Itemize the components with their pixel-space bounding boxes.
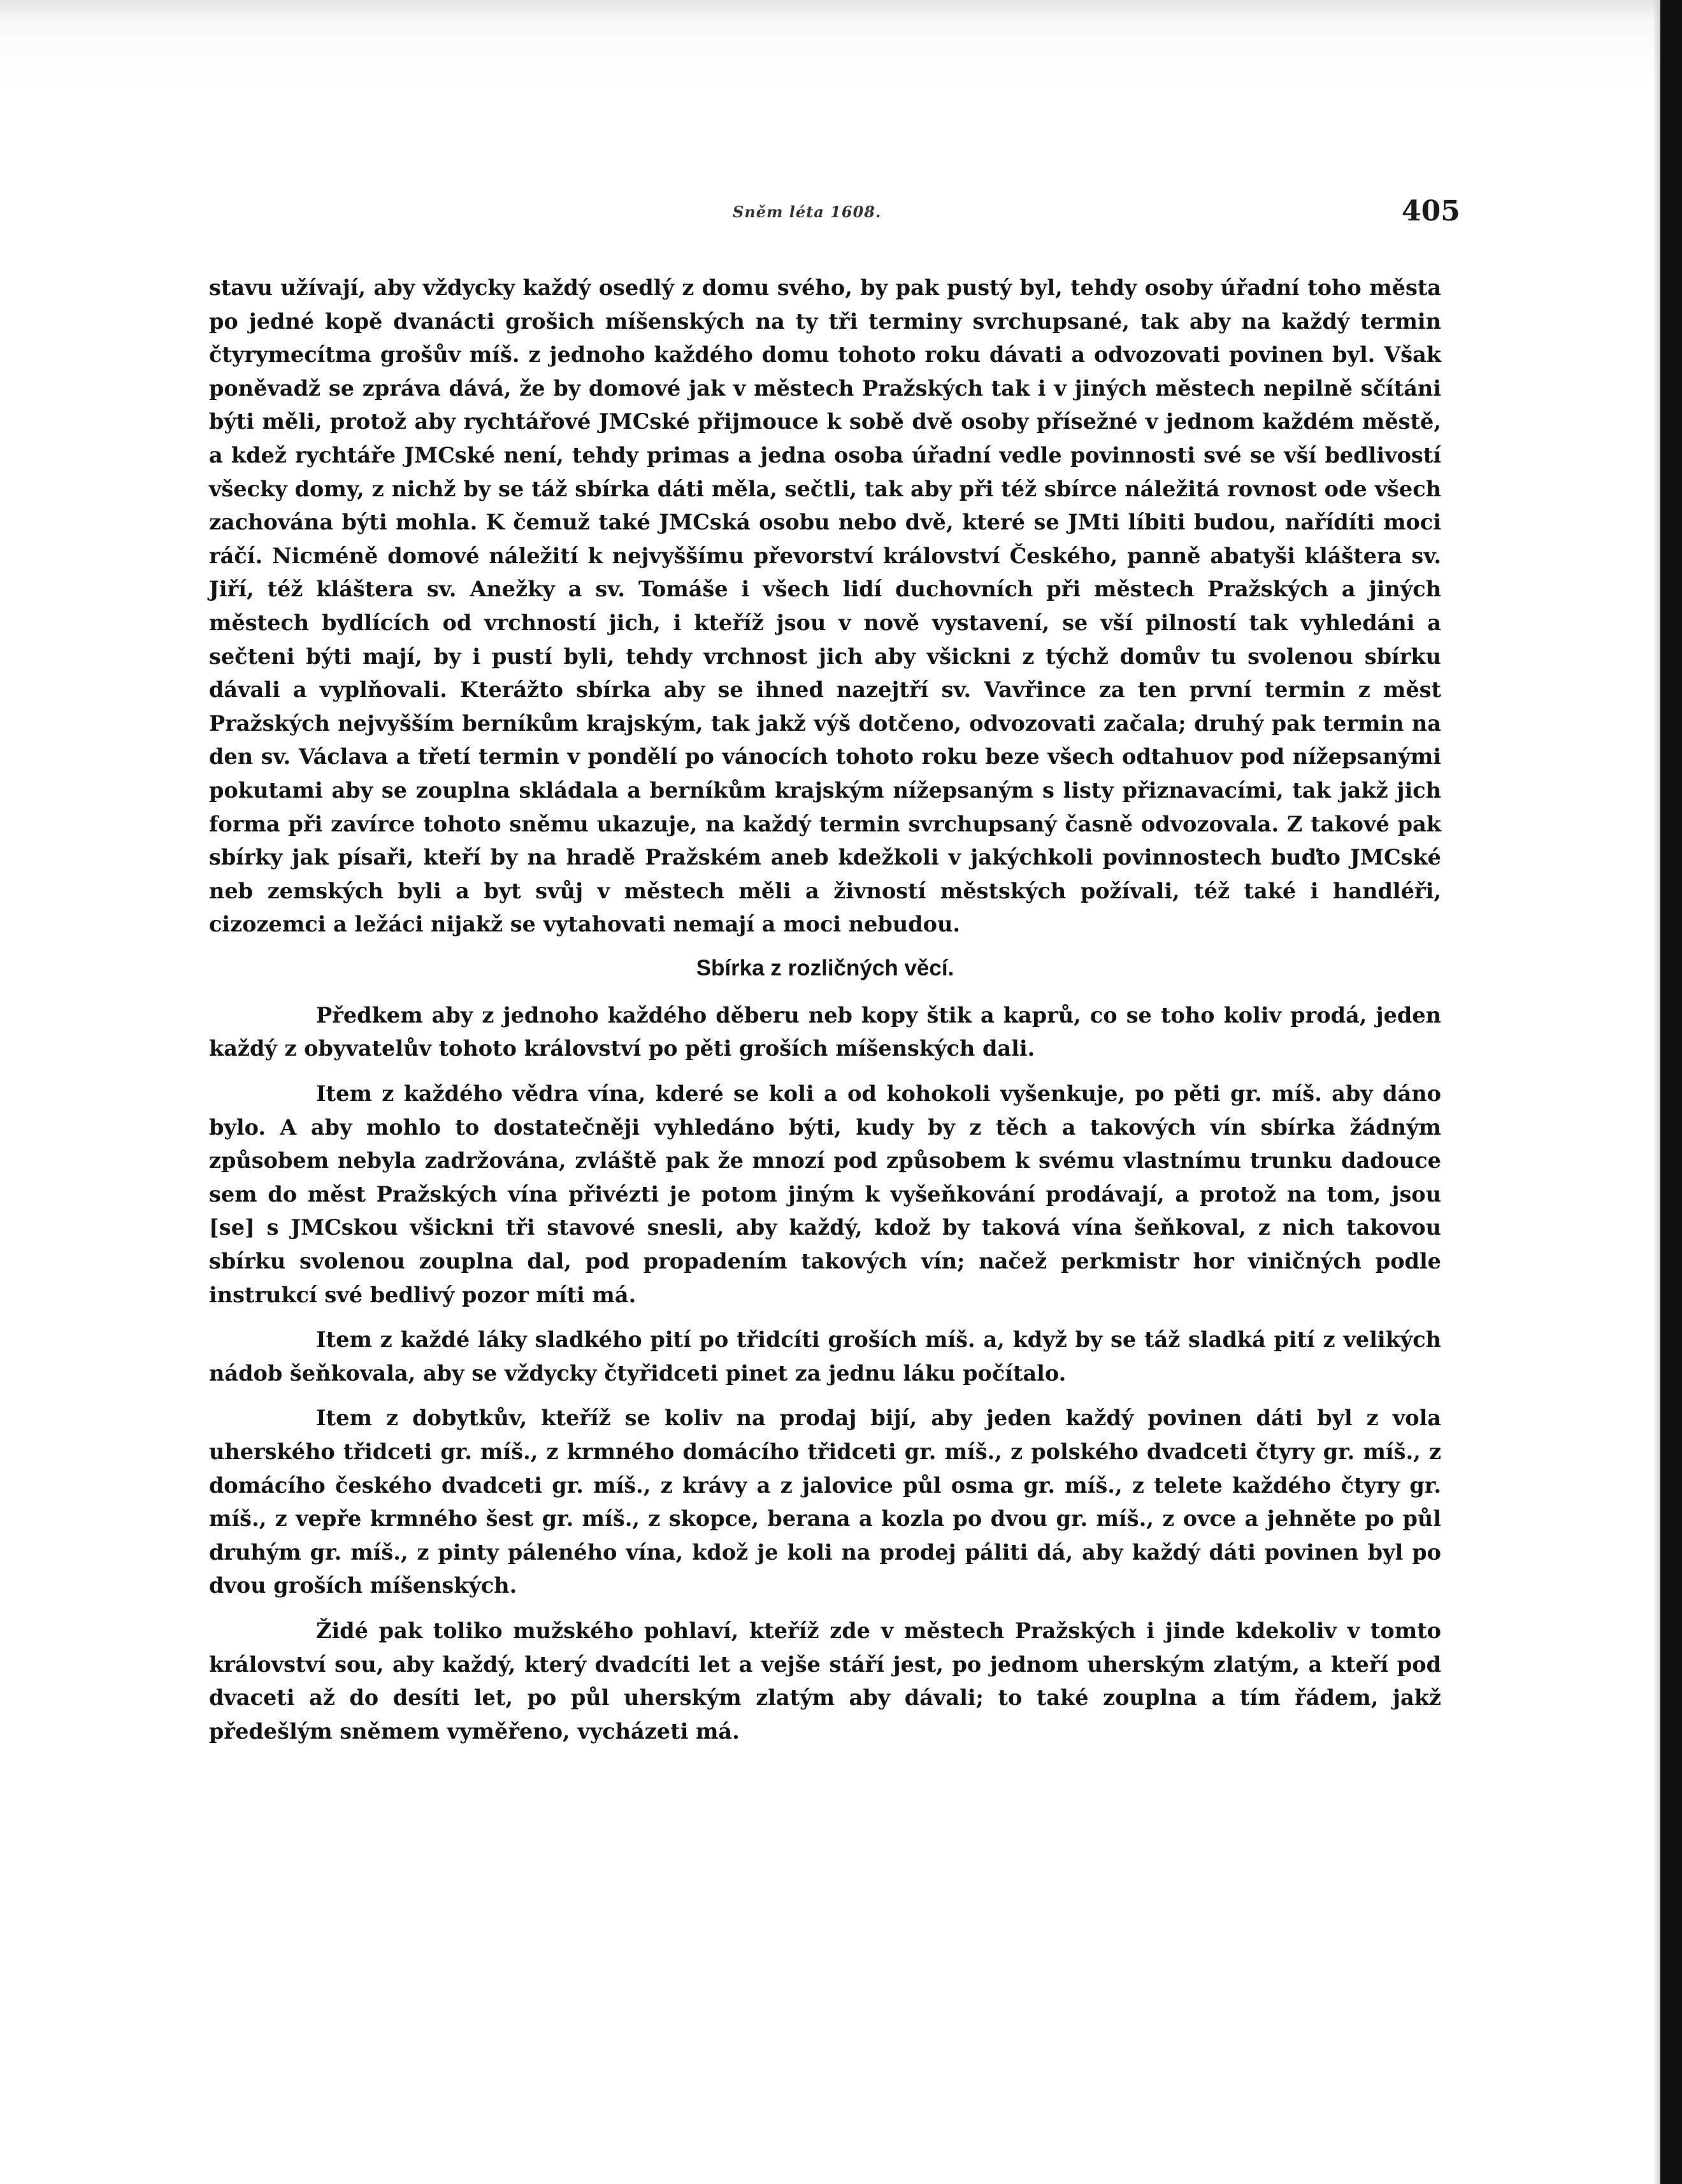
- scan-border-right: [1660, 0, 1682, 2184]
- paragraph-livestock: Item z dobytkův, kteříž se koliv na prodaj bijí, aby jeden každý povinen dáti byl z vola uherského třidceti gr. míš., z krmného domácího třidceti gr. míš., z polského dvadceti čtyry gr. míš., z domácího českého dvadceti gr. míš., z krávy a z jalovice půl osma gr. míš., z telete každého čtyry gr. míš., z vepře krmného šest gr. míš., z skopce, berana a kozla po dvou gr. míš., z ovce a jehněte po půl druhým gr. míš., z pinty páleného vína, kdož je koli na prodej páliti dá, aby každý dáti povinen byl po dvou groších míšenských.: [209, 1405, 1441, 1598]
- running-title: Sněm léta 1608.: [733, 203, 882, 221]
- paragraph-wine: Item z každého vědra vína, kderé se koli a od kohokoli vyšenkuje, po pěti gr. míš. aby dáno bylo. A aby mohlo to dostatečněji vyhledáno býti, kudy by z těch a takových vín sbírka žádným způsobem nebyla zadržována, zvláště pak že mnozí pod způsobem k svému vlastnímu trunku dadouce sem do měst Pražských vína přivézti je potom jiným k vyšeňkování prodávají, a protož na tom, jsou [se] s JMCskou všickni tři stavové snesli, aby každý, kdož by taková vína šeňkoval, z nich takovou sbírku svolenou zouplna dal, pod propadením takových vín; načež perkmistr hor viničných podle instrukcí své bedlivý pozor míti má.: [209, 1081, 1441, 1307]
- section-heading: Sbírka z rozličných věcí.: [696, 955, 954, 981]
- paragraph-fish: Předkem aby z jednoho každého děberu neb kopy štik a kaprů, co se toho koliv prodá, jeden každý z obyvatelův tohoto království po pěti groších míšenských dali.: [209, 1002, 1441, 1061]
- scan-shadow-right: [1653, 0, 1660, 2184]
- page-number: 405: [1402, 195, 1460, 227]
- paragraph-continued: stavu užívají, aby vždycky každý osedlý z domu svého, by pak pustý byl, tehdy osoby úřadní toho města po jedné kopě dvanácti grošich míšenských na ty tři terminy svrchupsané, tak aby na každý termin čtyrymecítma grošův míš. z jednoho každého domu tohoto roku dávati a odvozovati povinen byl. Však poněvadž se zpráva dává, že by domové jak v městech Pražských tak i v jiných městech nepilně sčítáni býti měli, protož aby rychtářové JMCské přijmouce k sobě dvě osoby přísežné v jednom každém městě, a kdež rychtáře JMCské není, tehdy primas a jedna osoba úřadní vedle povinnosti své se vší bedlivostí všecky domy, z nichž by se táž sbírka dáti měla, sečtli, tak aby při též sbírce náležitá rovnost ode všech zachována býti mohla. K čemuž také JMCská osobu nebo dvě, které se JMti líbiti budou, nařídíti moci ráčí. Nicméně domové náležití k nejvyššímu převorství království Českého, panně abatyši kláštera sv. Jiří, též kláštera sv. Anežky a sv. Tomáše i všech lidí duchovních při městech Pražských a jiných městech bydlících od vrchností jich, i kteříž jsou v nově vystavení, se vší pilností tak vyhledáni a sečteni býti mají, by i pustí byli, tehdy vrchnost jich aby všickni z týchž domův tu svolenou sbírku dávali a vyplňovali. Kterážto sbírka aby se ihned nazejtří sv. Vavřince za ten první termin z měst Pražských nejvyšším berníkům krajským, tak jakž výš dotčeno, odvozovati začala; druhý pak termin na den sv. Václava a třetí termin v pondělí po vánocích tohoto roku beze všech odtahuov pod nížepsanými pokutami aby se zouplna skládala a berníkům krajským nížepsaným s listy přiznavacími, tak jakž jich forma při zavírce tohoto sněmu ukazuje, na každý termin svrchupsaný časně odvozovala. Z takové pak sbírky jak písaři, kteří by na hradě Pražském aneb kdežkoli v jakýchkoli povinnostech buďto JMCské neb zemských byli a byt svůj v městech měli a živností městských požívali, též také i handléři, cizozemci a ležáci nijakž se vytahovati nemají a moci nebudou.: [209, 275, 1441, 937]
- paragraph-jews-tax: Židé pak toliko mužského pohlaví, kteříž zde v městech Pražských i jinde kdekoliv v tomto království sou, aby každý, který dvadcíti let a vejše stáří jest, po jednom uherským zlatým, a kteří pod dvaceti až do desíti let, po půl uherským zlatým aby dávali; to také zouplna a tím řádem, jakž předešlým sněmem vyměřeno, vycházeti má.: [209, 1618, 1441, 1744]
- scan-shadow-top: [0, 0, 1682, 19]
- paragraph-sweet-drink: Item z každé láky sladkého pití po třidcíti groších míš. a, když by se táž sladká pití z velikých nádob šeňkovala, aby se vždycky čtyřidceti pinet za jednu láku počítalo.: [209, 1327, 1441, 1386]
- page-body: [209, 271, 1441, 1748]
